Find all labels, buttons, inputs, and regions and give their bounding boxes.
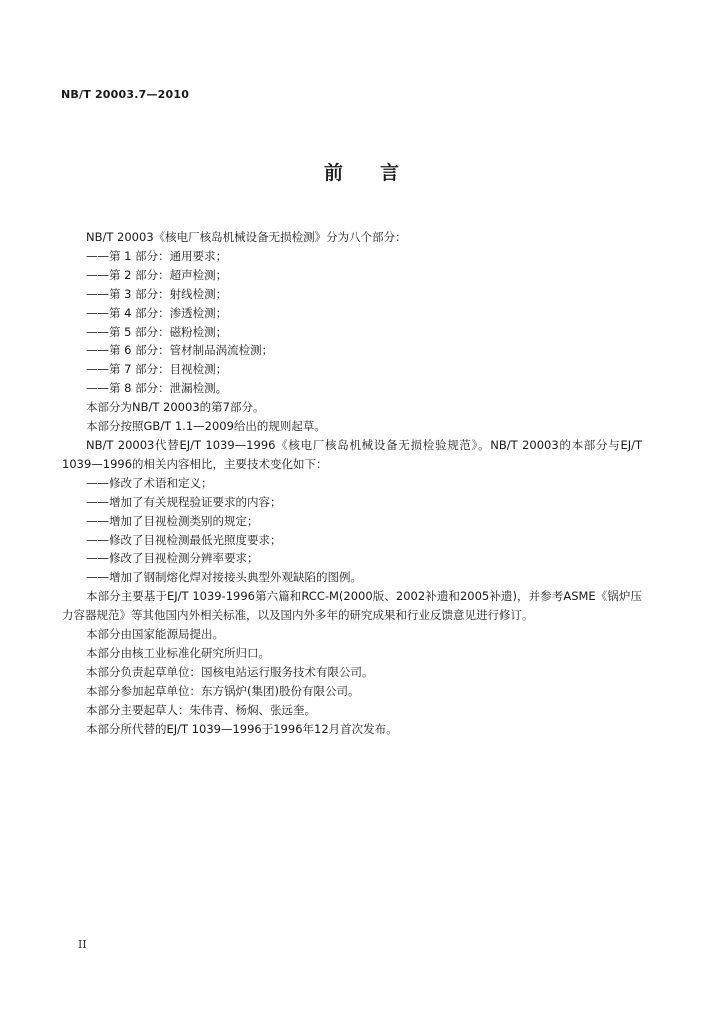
- foreword-body: [62, 228, 642, 738]
- paragraph: NB/T 20003《核电厂核岛机械设备无损检测》分为八个部分：: [86, 230, 407, 244]
- list-item: ——第 4 部分：渗透检测；: [86, 305, 228, 320]
- paragraph: 本部分由国家能源局提出。: [86, 627, 224, 642]
- title-char-2: 言: [380, 162, 401, 184]
- paragraph: 本部分主要基于EJ/T 1039-1996第六篇和RCC-M(2000版、2002补遗和2005补遗)，并参考ASME《锅炉压力容器规范》等其他国内外相关标准，以及国内外多年的研究成果和行业反馈意见进行修订。: [62, 589, 642, 623]
- list-item: ——第 1 部分：通用要求；: [86, 248, 228, 263]
- paragraph: 本部分参加起草单位：东方锅炉(集团)股份有限公司。: [86, 683, 360, 698]
- list-item: ——第 7 部分：目视检测；: [86, 362, 228, 377]
- paragraph: 本部分为NB/T 20003的第7部分。: [86, 400, 265, 415]
- page-title: [0, 158, 724, 185]
- list-item: ——增加了有关规程验证要求的内容；: [86, 494, 282, 509]
- list-item: ——第 3 部分：射线检测；: [86, 286, 228, 301]
- list-item: ——第 6 部分：管材制品涡流检测；: [86, 343, 274, 358]
- list-item: ——修改了术语和定义；: [86, 475, 213, 490]
- paragraph: 本部分所代替的EJ/T 1039—1996于1996年12月首次发布。: [86, 721, 398, 736]
- title-char-1: 前: [323, 162, 344, 184]
- paragraph: NB/T 20003代替EJ/T 1039—1996《核电厂核岛机械设备无损检验规范》。NB/T 20003的本部分与EJ/T 1039—1996的相关内容相比，主要技术变化如下：: [62, 437, 642, 471]
- paragraph: 本部分由核工业标准化研究所归口。: [86, 645, 270, 660]
- list-item: ——修改了目视检测最低光照度要求；: [86, 532, 282, 547]
- list-item: ——增加了目视检测类别的规定；: [86, 513, 259, 528]
- list-item: ——修改了目视检测分辨率要求；: [86, 551, 259, 566]
- list-item: ——第 2 部分：超声检测；: [86, 267, 228, 282]
- list-item: ——第 5 部分：磁粉检测；: [86, 324, 228, 339]
- paragraph: 本部分主要起草人：朱伟青、杨焖、张远奎。: [86, 702, 316, 717]
- list-item: ——第 8 部分：泄漏检测。: [86, 381, 228, 396]
- page-number: II: [78, 938, 87, 951]
- paragraph: 本部分按照GB/T 1.1—2009给出的规则起草。: [86, 419, 326, 434]
- document-number: NB/T 20003.7—2010: [61, 88, 190, 101]
- list-item: ——增加了钢制熔化焊对接接头典型外观缺陷的图例。: [86, 570, 362, 585]
- paragraph: 本部分负责起草单位：国核电站运行服务技术有限公司。: [86, 664, 374, 679]
